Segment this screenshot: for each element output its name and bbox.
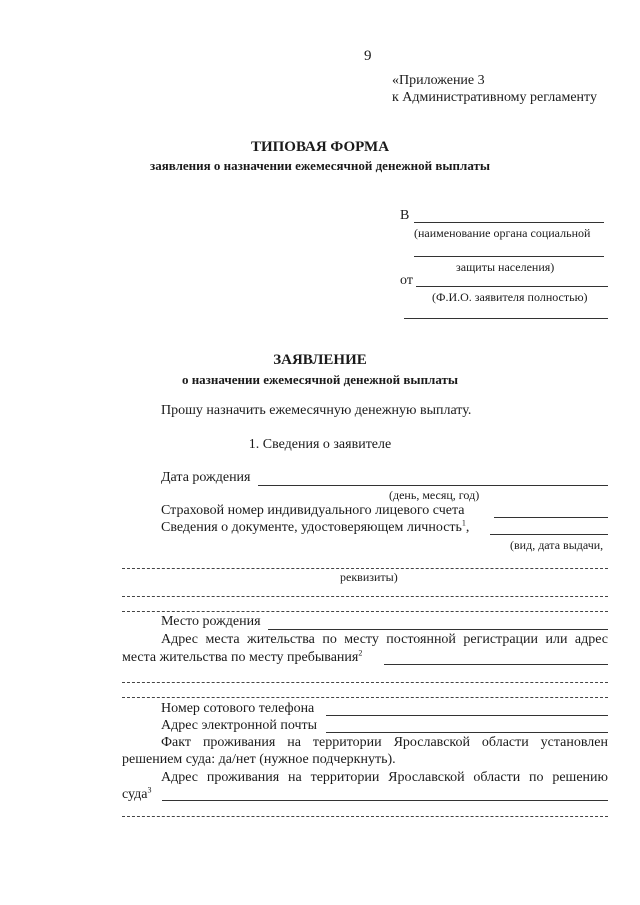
email-label: Адрес электронной почты [161, 718, 318, 733]
appendix-line-1: «Приложение 3 [392, 73, 485, 88]
birth-date-caption: (день, месяц, год) [389, 488, 480, 502]
addressee-from-caption: (Ф.И.О. заявителя полностью) [432, 290, 588, 304]
residence-fact-line-2: решением суда: да/нет (нужное подчеркнуть). [122, 752, 396, 767]
court-address-line [162, 800, 608, 801]
birth-date-label: Дата рождения [161, 470, 251, 485]
addressee-from-line [416, 286, 608, 287]
page-number: 9 [364, 48, 372, 64]
addressee-to-caption-1: (наименование органа социальной [414, 226, 591, 240]
id-doc-caption-1: (вид, дата выдачи, [510, 538, 604, 552]
address-line-3 [122, 697, 608, 698]
statement-title: ЗАЯВЛЕНИЕ [273, 352, 367, 368]
id-doc-line-3 [122, 596, 608, 597]
addressee-to-caption-2: защиты населения) [456, 260, 555, 274]
request-text: Прошу назначить ежемесячную денежную выплату. [161, 403, 472, 418]
address-label-line-2: места жительства по месту пребывания$^2$ [122, 648, 363, 665]
court-address-line-1: Адрес проживания на территории Ярославской области по решению [161, 770, 608, 785]
court-address-line-2: суда$^3$ [122, 785, 152, 802]
id-doc-caption-2: реквизиты) [340, 570, 398, 584]
snils-line [494, 517, 608, 518]
id-doc-line-4 [122, 611, 608, 612]
addressee-to-line [414, 222, 604, 223]
addressee-to-prefix: В [400, 208, 410, 223]
id-doc-label: Сведения о документе, удостоверяющем личность$^1$, [161, 518, 470, 535]
phone-line [326, 715, 608, 716]
id-doc-line-2 [122, 568, 608, 569]
birth-date-line [258, 485, 608, 486]
birth-place-line [268, 629, 608, 630]
addressee-to-line-2 [414, 256, 604, 257]
snils-label: Страховой номер индивидуального лицевого счета [161, 503, 465, 518]
form-subtitle: заявления о назначении ежемесячной денежной выплаты [149, 158, 491, 173]
form-title: ТИПОВАЯ ФОРМА [250, 139, 390, 155]
id-doc-line [490, 534, 608, 535]
statement-subtitle: о назначении ежемесячной денежной выплаты [181, 372, 459, 387]
residence-fact-line-1: Факт проживания на территории Ярославской области установлен [161, 735, 608, 750]
phone-label: Номер сотового телефона [161, 701, 315, 716]
address-line [384, 664, 608, 665]
court-address-line-2 [122, 816, 608, 817]
birth-place-label: Место рождения [161, 614, 261, 629]
addressee-from-prefix: от [400, 273, 413, 288]
addressee-from-line-2 [404, 318, 608, 319]
address-label-line-1: Адрес места жительства по месту постоянной регистрации или адрес [161, 632, 608, 647]
email-line [326, 732, 608, 733]
appendix-line-2: к Административному регламенту [392, 90, 597, 105]
section-title: 1. Сведения о заявителе [248, 437, 392, 452]
address-line-2 [122, 682, 608, 683]
